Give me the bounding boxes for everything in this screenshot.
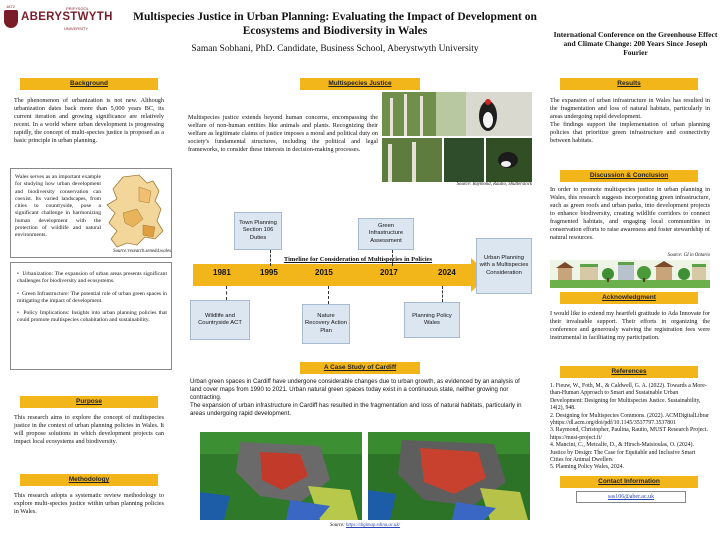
discussion-text: In order to promote multispecies justice in urban planning in Wales, this research suggests incorporating green infrastructure, such as green roofs and urban parks, into development projects to enhance biodiversity, creating wildlife corridors to connect fragmented habitats, and engaging local communities in conservation efforts to raise awareness and foster stewardship of natural resources. bbox=[550, 186, 710, 242]
cardiff-text-1: Urban green spaces in Cardiff have undergone considerable changes due to urban growth, as evidenced by an analysis of land cover maps from 1990 to 2021. Urban natural green spaces today exist in a continuous state, neither growing nor contracting. bbox=[190, 378, 520, 401]
connector-line bbox=[226, 286, 227, 300]
acknowledgment-text: I would like to extend my heartfelt gratitude to Ada Innovate for their invaluable support. Their efforts in organizing the conference and generously waiving the registration fees were instrumental in facilitating my participation. bbox=[550, 310, 710, 342]
results-text-1: The expansion of urban infrastructure in Wales has resulted in the fragmentation and loss of natural habitats, particularly in areas undergoing rapid development. bbox=[550, 97, 710, 121]
discussion-source: Source: GI in Ontario bbox=[667, 253, 710, 258]
event-section-106: Town Planning Section 106 Duties bbox=[234, 212, 282, 250]
cardiff-text bbox=[190, 378, 532, 418]
green-city-illustration bbox=[550, 260, 710, 288]
background-heading: Background bbox=[20, 78, 158, 90]
year-2024: 2024 bbox=[438, 268, 456, 277]
reference-5: 5. Planning Policy Wales, 2024. bbox=[550, 464, 624, 471]
reference-4: 4. Mancini, C., Metcalfe, D., & Hirsch-Matsioulas, O. (2024). Justice by Design: The Case for Equitable and Inclusive Smart Cities for Animal Dwellers bbox=[550, 442, 696, 464]
wales-source: Source:research.senedd.wales bbox=[113, 249, 171, 254]
methodology-heading: Methodology bbox=[20, 474, 158, 486]
cardiff-map-1990 bbox=[200, 432, 362, 520]
references-list bbox=[550, 383, 710, 472]
acknowledgment-heading: Acknowledgment bbox=[560, 292, 698, 304]
year-2015: 2015 bbox=[315, 268, 333, 277]
multispecies-source: Source: Raymond, Rautio, Shutterstock bbox=[456, 182, 532, 187]
methodology-text: This research adopts a systematic review methodology to explore multi-species justice within urban planning policies in Wales. bbox=[14, 492, 164, 516]
event-wildlife-act: Wildlife and Countryside ACT bbox=[190, 300, 250, 340]
bullet-urbanization: • Urbanization: The expansion of urban areas presents significant challenges for biodiversity and ecosystems. bbox=[17, 271, 167, 285]
poster-header bbox=[0, 0, 720, 66]
cardiff-map-2021 bbox=[368, 432, 530, 520]
wales-panel bbox=[10, 168, 172, 258]
logo-pre: PRIFYSGOL bbox=[66, 6, 89, 11]
results-heading: Results bbox=[560, 78, 698, 90]
event-planning-policy-wales: Planning Policy Wales bbox=[404, 302, 460, 338]
cardiff-source: Source: https://digimap.edina.ac.uk/ bbox=[330, 523, 400, 528]
contact-email[interactable]: sas106@aber.ac.uk bbox=[576, 491, 686, 503]
crest-icon bbox=[4, 10, 18, 28]
university-logo bbox=[4, 4, 113, 34]
references-heading: References bbox=[560, 366, 698, 378]
year-2017: 2017 bbox=[380, 268, 398, 277]
results-text bbox=[550, 97, 710, 145]
multispecies-text: Multispecies justice extends beyond human concerns, encompassing the welfare of non-human entities like animals and plants. Recognizing their welfare as legitimate claims of justice imposes a moral and political duty on society's fundamental structures, including the political and legal frameworks, to consider these interests in decision-making processes. bbox=[188, 114, 378, 154]
connector-line bbox=[442, 286, 443, 302]
connector-line bbox=[392, 250, 393, 266]
background-text: The phenomenon of urbanization is not new. Although urbanization dates back more than 5,000 years BC, its current iteration and growing significance are relatively recent. In a world where urban development is progressing rapidly, the concept of multi-species justice is proposed as a basic principle in urban planning. bbox=[14, 97, 164, 145]
connector-line bbox=[328, 286, 329, 304]
bullets-panel bbox=[10, 262, 172, 370]
timeline-title: Timeline for Consideration of Multispecies in Policies bbox=[283, 256, 433, 263]
cardiff-heading: A Case Study of Cardiff bbox=[300, 362, 420, 374]
year-1981: 1981 bbox=[213, 268, 231, 277]
event-nature-recovery: Nature Recovery Action Plan bbox=[302, 304, 350, 344]
cardiff-text-2: The expansion of urban infrastructure in Cardiff has resulted in the fragmentation and loss of natural habitats, particularly in areas undergoing rapid development. bbox=[190, 401, 522, 417]
poster-title: Multispecies Justice in Urban Planning: Evaluating the Impact of Development on Ecosystems and Biodiversity in Wales bbox=[133, 11, 537, 38]
event-gi-assessment: Green Infrastructure Assessment bbox=[358, 218, 414, 250]
logo-uni: UNIVERSITY bbox=[64, 26, 89, 31]
bullet-policy-implications: • Policy Implications: Insights into urban planning policies that could promote multispecies cohabitation and sustainability. bbox=[17, 310, 167, 324]
poster-authors: Saman Sobhani, PhD. Candidate, Business School, Aberystwyth University bbox=[191, 44, 479, 54]
purpose-text: This research aims to explore the concept of multispecies justice in the context of urban planning policies in Wales. It will propose solutions in which development projects can impact local ecosystems and biodiversity. bbox=[14, 414, 164, 446]
event-multispecies-planning: Urban Planning with a Multispecies Consideration bbox=[476, 238, 532, 294]
results-text-2: The findings support the implementation of urban planning policies that prioritize green infrastructure and connectivity between habitats. bbox=[550, 121, 710, 145]
reference-1: 1. Fieuw, W., Foth, M., & Caldwell, G. A. (2022). Towards a More-than-Human Approach to Smart and Sustainable Urban Development: Designing for Multispecies Justice. Sustainability, 14(2), 948. bbox=[550, 383, 707, 412]
wildlife-collage-image bbox=[382, 92, 532, 182]
discussion-heading: Discussion & Conclusion bbox=[560, 170, 698, 182]
reference-2: 2. Designing for Multispecies Commons. (2022). ACMDigitalLibraryhttps://dl.acm.org/doi/pdf/10.1145/3537797.3537801 bbox=[550, 412, 709, 427]
conference-name: International Conference on the Greenhouse Effect and Climate Change: 200 Years Since Joseph Fourier bbox=[553, 30, 718, 57]
reference-3: 3. Raymond, Christopher, Paulina, Rautio, MUST Research Project. https://must-project.fi/ bbox=[550, 427, 708, 441]
logo-name: ABERYSTWYTH bbox=[21, 11, 113, 23]
multispecies-heading: Multispecies Justice bbox=[300, 78, 420, 90]
cardiff-source-link[interactable]: https://digimap.edina.ac.uk/ bbox=[345, 523, 400, 528]
purpose-heading: Purpose bbox=[20, 396, 158, 408]
contact-heading: Contact Information bbox=[560, 476, 698, 488]
year-1995: 1995 bbox=[260, 268, 278, 277]
connector-line bbox=[270, 250, 271, 266]
wales-map-image bbox=[103, 173, 169, 255]
logo-year: 1872 bbox=[6, 4, 15, 9]
bullet-green-infrastructure: • Green Infrastructure: The potential role of urban green spaces in mitigating the impact of development. bbox=[17, 290, 167, 304]
wales-text: Wales serves as an important example for studying how urban development and biodiversity conservation can coexist. Its varied landscapes, from cities to countryside, pose a significant challenge in harmonizing human development with the protection of wildlife and natural environments. bbox=[15, 174, 101, 239]
